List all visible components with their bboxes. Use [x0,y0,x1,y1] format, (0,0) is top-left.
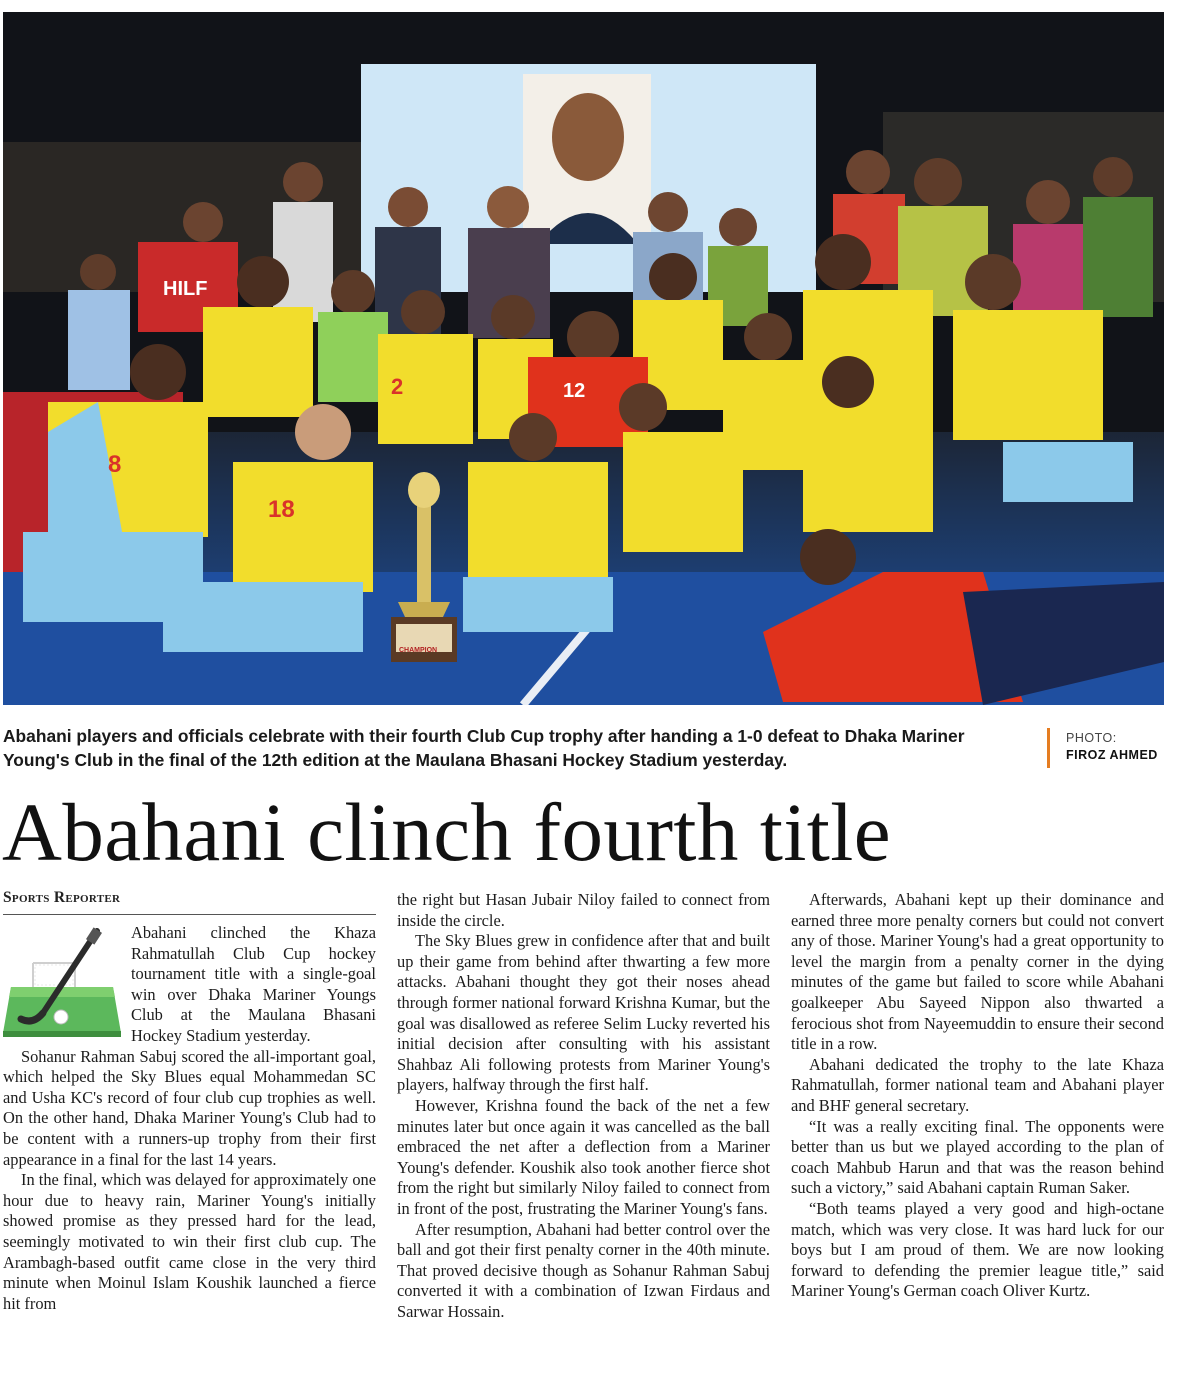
paragraph: “It was a really exciting final. The opponents were better than us but we played according to the plan of coach Mahbub Harun and that was the reason behind such a victory,” said Abahani captain Ruman Saker. [791,1116,1164,1198]
credit-label: PHOTO: [1066,731,1117,745]
photo-caption: Abahani players and officials celebrate with their fourth Club Cup trophy after handing a 1-0 defeat to Dhaka Mariner Young's Club in the final of the 12th edition at the Maulana Bhasani Hockey Stadium yesterday. [3,726,965,770]
paragraph: Abahani clinched the Khaza Rahmatullah Club Cup hockey tournament title with a single-goal win over Dhaka Mariner Youngs Club at the Maulana Bhasani Hockey Stadium yesterday. [131,923,376,1045]
article-column-1 [3,888,376,1314]
paragraph: Afterwards, Abahani kept up their dominance and earned three more penalty corners but could not convert any of those. Mariner Young's had a great opportunity to level the margin from a penalty corner in the dying minutes of the game but failed to score while Abahani goalkeeper Abu Sayeed Nippon also thwarted a ferocious shot from Nayeemuddin to ensure their second title in a row. [791,890,1164,1054]
paragraph: “Both teams played a very good and high-octane match, which was very close. It was hard luck for our boys but I am proud of them. We are now looking forward to defending the premier league title,” said Mariner Young's German coach Oliver Kurtz. [791,1198,1164,1301]
hockey-stick-ball-icon [3,925,121,1041]
paragraph: the right but Hasan Jubair Niloy failed to connect from inside the circle. [397,890,770,930]
jersey-number: 12 [563,380,586,402]
shirt-brand-text: HILF [163,278,208,300]
credit-divider [1047,728,1050,768]
team-celebration-photo [3,12,1164,705]
paragraph: After resumption, Abahani had better control over the ball and got their first penalty corner in the 40th minute. That proved decisive though as Sohanur Rahman Sabuj converted it with a combination of Izwan Firdaus and Sarwar Hossain. [397,1219,770,1321]
lead-paragraph-block [3,923,376,1047]
paragraph: However, Krishna found the back of the net a few minutes later but once again it was cancelled as the ball embraced the net after a deflection from a Mariner Young's defender. Koushik also took another fierce shot from the right but similarly Niloy failed to connect from in front of the post, frustrating the Mariner Young's fans. [397,1095,770,1218]
article-column-2 [397,890,770,1322]
paragraph: Sohanur Rahman Sabuj scored the all-important goal, which helped the Sky Blues equal Mohammedan SC and Usha KC's record of four club cup trophies as well. On the other hand, Dhaka Mariner Young's Club had to be content with a runners-up trophy from their first appearance in a final for the last 14 years. [3,1046,376,1169]
jersey-number: 18 [268,496,295,523]
photo-illustration [3,12,1164,705]
jersey-number: 8 [108,451,122,478]
paragraph: Abahani dedicated the trophy to the late Khaza Rahmatullah, former national team and Abahani player and BHF general secretary. [791,1054,1164,1115]
byline: Sports Reporter [3,888,376,915]
paragraph: The Sky Blues grew in confidence after that and built up their game from behind after thwarting a few more attacks. Abahani thought they got their noses ahead through former national forward Krishna Kumar, but the goal was disallowed as referee Selim Lucky reverted his initial decision after consulting with his assistant Shahbaz Ali following protests from Mariner Young's players, halfway through the first half. [397,931,770,1095]
portrait-face [552,93,624,181]
plaque-label: CHAMPION [399,647,438,654]
article-column-3 [791,890,1164,1302]
headline: Abahani clinch fourth title [2,786,891,878]
trophy [391,472,457,662]
credit-name: FIROZ AHMED [1066,748,1158,762]
photo-credit [1066,730,1158,764]
paragraph: In the final, which was delayed for approximately one hour due to heavy rain, Mariner Young's initially showed promise as they pressed hard for the lead, seemingly motivated to win their first club cup. The Arambagh-based outfit came close in the very third minute when Moinul Islam Koushik launched a fierce hit from [3,1170,376,1313]
jersey-number: 2 [391,374,404,399]
